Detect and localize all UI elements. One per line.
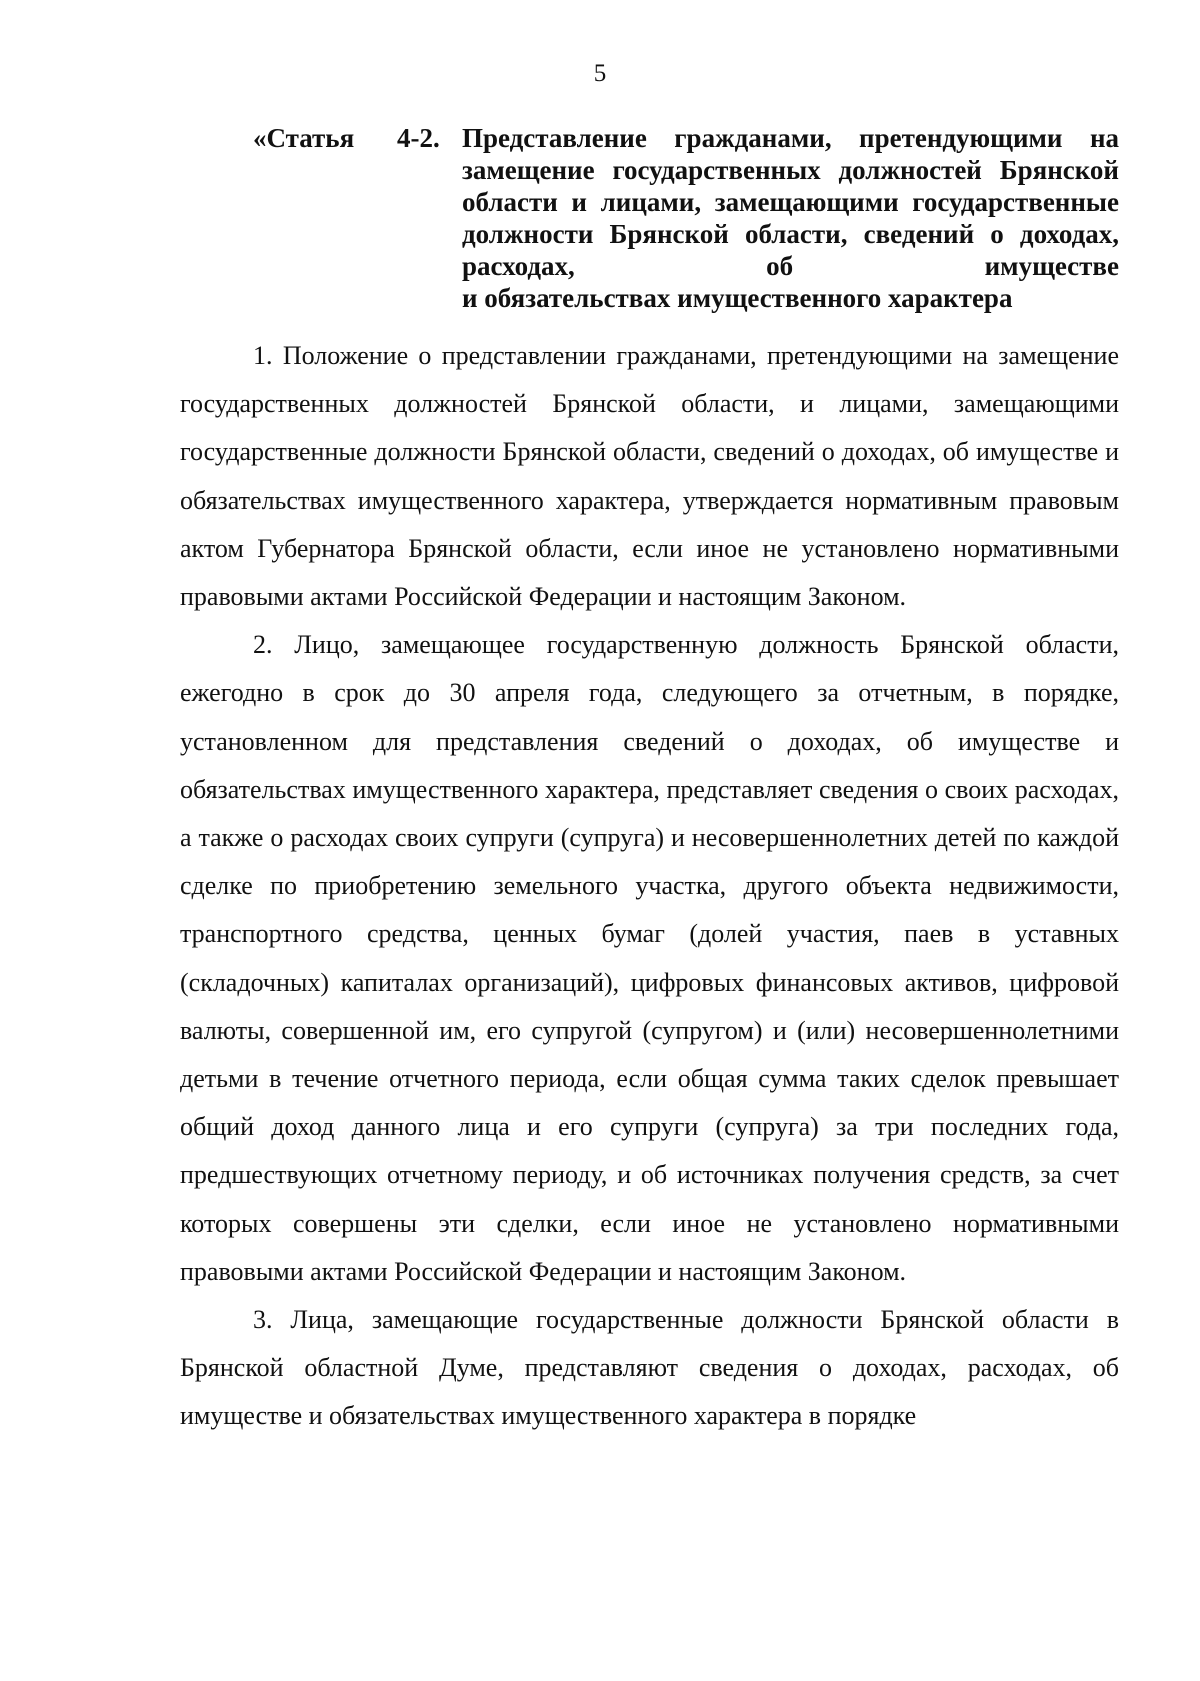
article-title-main: Представление гражданами, претендующими на замещение государственных должностей Брянской области и лицами, замещающими государственные должности Брянской области, сведений о доходах, расходах, об имуществе: [462, 123, 1119, 281]
paragraph-3: 3. Лица, замещающие государственные должности Брянской области в Брянской областной Думе, представляют сведения о доходах, расходах, об имуществе и обязательствах имущественного характера в порядке: [180, 1305, 1119, 1431]
page-number: 5: [593, 60, 607, 87]
article-body: [180, 332, 1119, 1441]
paragraph-2: 2. Лицо, замещающее государственную должность Брянской области, ежегодно в срок до 30 апреля года, следующего за отчетным, в порядке, установленном для представления сведений о доходах, об имуществе и обязательствах имущественного характера, представляет сведения о своих расходах, а также о расходах своих супруги (супруга) и несовершеннолетних детей по каждой сделке по приобретению земельного участка, другого объекта недвижимости, транспортного средства, ценных бумаг (долей участия, паев в уставных (складочных) капиталах организаций), цифровых финансовых активов, цифровой валюты, совершенной им, его супругой (супругом) и (или) несовершеннолетними детьми в течение отчетного периода, если общая сумма таких сделок превышает общий доход данного лица и его супруги (супруга) за три последних года, предшествующих отчетному периоду, и об источниках получения средств, за счет которых совершены эти сделки, если иное не установлено нормативными правовыми актами Российской Федерации и настоящим Законом.: [180, 630, 1119, 1286]
paragraph-1: 1. Положение о представлении гражданами, претендующими на замещение государственных должностей Брянской области, и лицами, замещающими государственные должности Брянской области, сведений о доходах, об имуществе и обязательствах имущественного характера, утверждается нормативным правовым актом Губернатора Брянской области, если иное не установлено нормативными правовыми актами Российской Федерации и настоящим Законом.: [180, 341, 1119, 612]
article-title: [462, 122, 1119, 314]
article-title-last-line: и обязательствах имущественного характера: [462, 283, 1013, 313]
article-label: «Статья: [253, 123, 355, 153]
article-number: 4-2.: [397, 123, 440, 153]
